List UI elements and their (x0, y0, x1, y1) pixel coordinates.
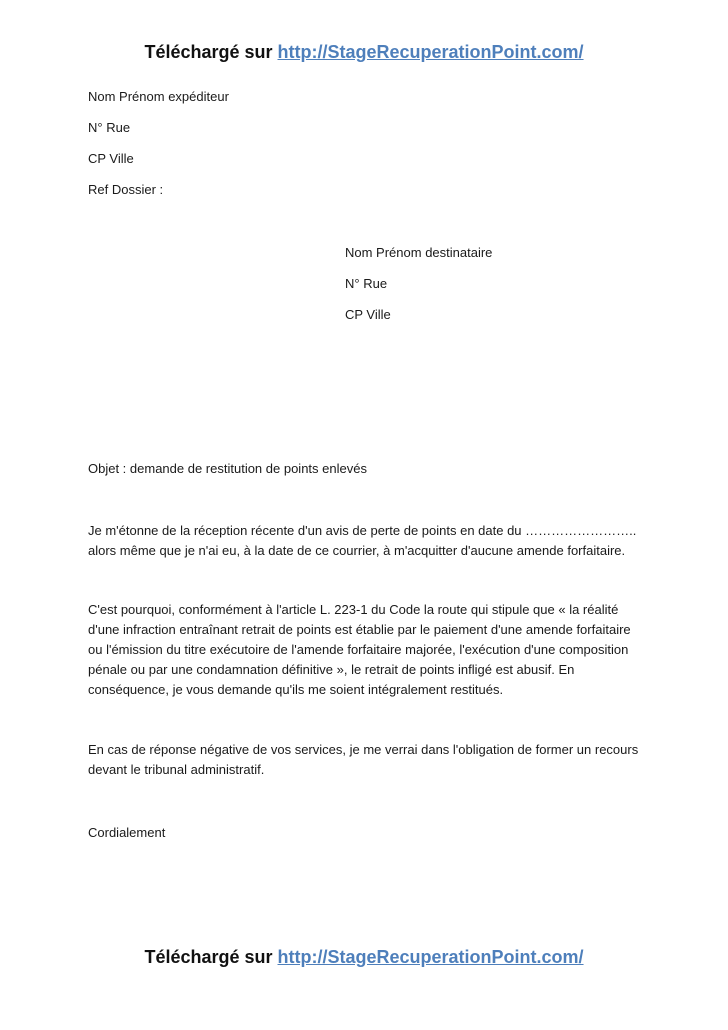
recipient-street-line: N° Rue (345, 276, 388, 291)
sender-city-line: CP Ville (88, 151, 134, 166)
recipient-city-line: CP Ville (345, 307, 391, 322)
sender-street-line: N° Rue (88, 120, 131, 135)
download-banner-bottom (0, 947, 728, 968)
body-paragraph: Je m'étonne de la réception récente d'un avis de perte de points en date du …………………….. alors même que je n'ai eu, à la date de ce courrier, à m'acquitter d'aucune amende forfaitaire. (88, 523, 637, 558)
banner-prefix-text: Téléchargé sur (144, 42, 273, 62)
download-banner-top (0, 42, 728, 63)
closing-salutation: Cordialement (88, 825, 166, 840)
body-paragraph: En cas de réponse négative de vos services, je me verrai dans l'obligation de former un recours devant le tribunal administratif. (88, 742, 639, 777)
sender-name-line: Nom Prénom expéditeur (88, 89, 229, 104)
recipient-name-line: Nom Prénom destinataire (345, 245, 493, 260)
sender-file-ref-line: Ref Dossier : (88, 182, 164, 197)
banner-prefix-text: Téléchargé sur (144, 947, 273, 967)
site-link[interactable]: http://StageRecuperationPoint.com/ (277, 42, 584, 62)
recipient-address-block (345, 243, 492, 336)
subject-line: Objet : demande de restitution de points enlevés (88, 461, 367, 476)
sender-address-block (88, 87, 229, 211)
site-link[interactable]: http://StageRecuperationPoint.com/ (277, 947, 584, 967)
body-paragraph: C'est pourquoi, conformément à l'article L. 223-1 du Code la route qui stipule que « la réalité d'une infraction entraînant retrait de points est établie par le paiement d'une amende forfaitaire ou l'émission du titre exécutoire de l'amende forfaitaire majorée, l'exécution d'une composition pénale ou par une condamnation définitive », le retrait de points infligé est abusif. En conséquence, je vous demande qu'ils me soient intégralement restitués. (88, 602, 631, 697)
